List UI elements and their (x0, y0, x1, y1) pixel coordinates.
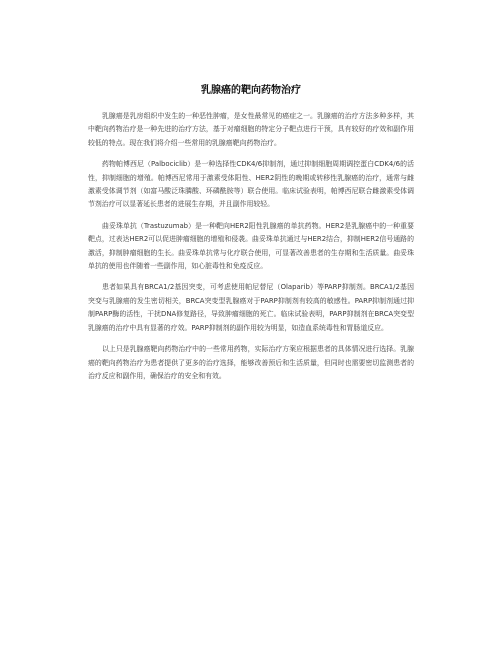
paragraph-parp-inhibitors: 患者如果具有BRCA1/2基因突变，可考虑使用帕尼替尼（Olaparib）等PARP抑制剂。BRCA1/2基因突变与乳腺癌的发生密切相关，BRCA突变型乳腺癌对于PARP抑制剂有较高的敏感性。PARP抑制剂通过抑制PARP酶的活性，干扰DNA修复路径，导致肿瘤细胞的死亡。临床试验表明，PARP抑制剂在BRCA突变型乳腺癌的治疗中具有显著的疗效。PARP抑制剂的副作用较为明显，如造血系统毒性和胃肠道反应。 (88, 283, 414, 332)
paragraph-conclusion: 以上只是乳腺癌靶向药物治疗中的一些常用药物，实际治疗方案应根据患者的具体情况进行选择。乳腺癌的靶向药物治疗为患者提供了更多的治疗选择，能够改善预后和生活质量，但同时也需要密切监测患者的治疗反应和副作用，确保治疗的安全和有效。 (88, 345, 414, 380)
paragraph-trastuzumab: 曲妥珠单抗（Trastuzumab）是一种靶向HER2阳性乳腺癌的单抗药物。HER2是乳腺癌中的一种重要靶点，过表达HER2可以促进肿瘤细胞的增殖和侵袭。曲妥珠单抗通过与HER2结合，抑制HER2信号通路的激活，抑制肿瘤细胞的生长。曲妥珠单抗常与化疗联合使用，可显著改善患者的生存期和生活质量。曲妥珠单抗的使用也伴随着一些副作用，如心脏毒性和免疫反应。 (88, 221, 414, 271)
document-page (88, 0, 414, 391)
paragraph-palbociclib: 药物帕博西尼（Palbociclib）是一种选择性CDK4/6抑制剂，通过抑制细胞周期调控蛋白CDK4/6的活性，抑制细胞的增殖。帕博西尼常用于激素受体阳性、HER2阴性的晚期或转移性乳腺癌的治疗，通常与雌激素受体调节剂（如富马酸泛珠膦酸、环磷酰胺等）联合使用。临床试验表明，帕博西尼联合雌激素受体调节剂治疗可以显著延长患者的进展生存期，并且副作用较轻。 (88, 160, 414, 209)
paragraph-intro: 乳腺癌是乳房组织中发生的一种恶性肿瘤，是女性最常见的癌症之一。乳腺癌的治疗方法多种多样，其中靶向药物治疗是一种先进的治疗方法，基于对瘤细胞的特定分子靶点进行干预，具有较好的疗效和副作用较低的特点。现在我们将介绍一些常用的乳腺癌靶向药物治疗。 (88, 112, 414, 147)
document-title: 乳腺癌的靶向药物治疗 (201, 85, 301, 96)
document-body (88, 110, 414, 383)
